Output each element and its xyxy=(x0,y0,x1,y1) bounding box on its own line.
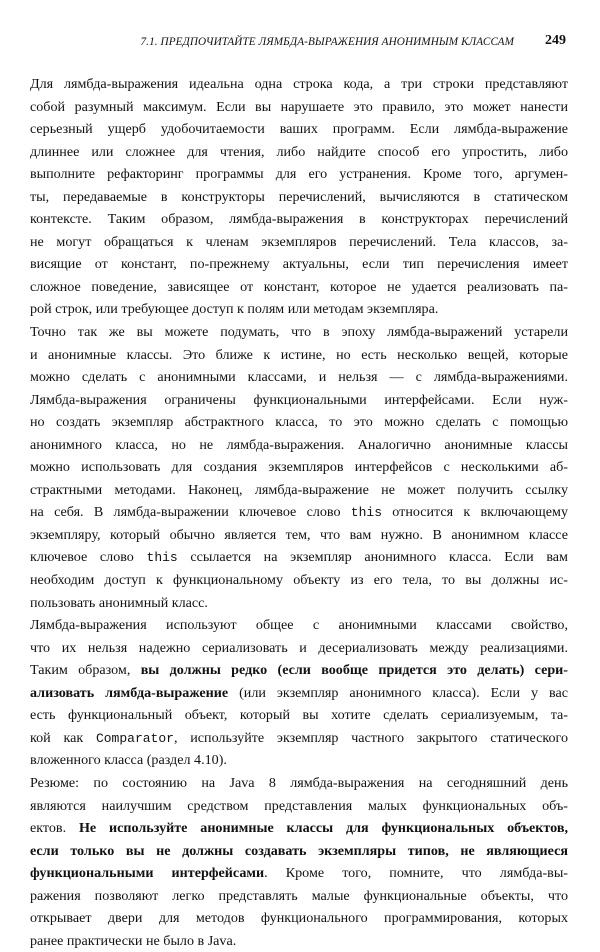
text-run: ты, передаваемые в конструкторы перечислений, вычисляются в статическом xyxy=(30,188,568,205)
text-run: ектов. xyxy=(30,820,79,837)
text-line xyxy=(30,253,568,276)
text-line xyxy=(30,862,568,885)
text-line xyxy=(30,592,568,615)
text-run: ранее практически не было в Java. xyxy=(30,932,237,949)
text-run: но создать экземпляр абстрактного класса, то это можно сделать с помощью xyxy=(30,414,568,431)
code-text: this xyxy=(350,505,383,521)
text-line xyxy=(30,569,568,592)
text-line xyxy=(30,501,568,524)
text-run: Таким образом, xyxy=(30,662,141,679)
text-line xyxy=(30,321,568,344)
text-line xyxy=(30,727,568,750)
chapter-section-title: 7.1. ПРЕДПОЧИТАЙТЕ ЛЯМБДА-ВЫРАЖЕНИЯ АНОНИМНЫМ КЛАССАМ xyxy=(140,36,514,48)
text-line xyxy=(30,524,568,547)
running-header xyxy=(30,33,566,55)
text-run: что их нельзя надежно сериализовать и десериализовать между реализациями. xyxy=(30,639,568,656)
text-line xyxy=(30,930,568,952)
text-run: страктными методами. Наконец, лямбда-выражение не может получить ссылку xyxy=(30,481,568,498)
text-line xyxy=(30,208,568,231)
text-run: контексте. Таким образом, лямбда-выражения в конструкторах перечислений xyxy=(30,211,568,228)
text-line xyxy=(30,817,568,840)
text-run: ссылается на экземпляр анонимного класса. Если вам xyxy=(177,549,568,566)
text-run: сложное поведение, зависящее от констант, которое не удается реализовать па- xyxy=(30,278,568,295)
text-line xyxy=(30,795,568,818)
text-run: Точно так же вы можете подумать, что в эпоху лямбда-выражений устарели xyxy=(30,324,568,341)
text-line xyxy=(30,546,568,569)
page-number: 249 xyxy=(545,33,566,48)
text-line xyxy=(30,704,568,727)
paragraph xyxy=(30,614,568,772)
text-line xyxy=(30,344,568,367)
text-run: ключевое слово xyxy=(30,549,147,566)
text-line xyxy=(30,96,568,119)
text-line xyxy=(30,682,568,705)
text-line xyxy=(30,659,568,682)
text-line xyxy=(30,276,568,299)
text-run: можно сделать с анонимными классами, и нельзя — с лямбда-выражениями. xyxy=(30,369,568,386)
text-run: относится к включающему xyxy=(382,504,568,521)
text-line xyxy=(30,298,568,321)
text-line xyxy=(30,366,568,389)
text-run: длиннее или сложнее для чтения, либо найдите способ его упростить, либо xyxy=(30,143,568,160)
text-line xyxy=(30,749,568,772)
text-run: кой как xyxy=(30,729,96,746)
bold-text: Не используйте анонимные классы для функциональных объектов, xyxy=(78,820,568,837)
code-text: this xyxy=(146,550,178,566)
text-run: , используйте экземпляр частного закрытого статического xyxy=(173,729,568,746)
text-line xyxy=(30,163,568,186)
text-line xyxy=(30,389,568,412)
text-run: не могут обращаться к членам экземпляров перечислений. Тела классов, за- xyxy=(30,233,568,250)
text-run: Для лямбда-выражения идеальна одна строка кода, а три строки представляют xyxy=(30,76,568,92)
text-line xyxy=(30,885,568,908)
text-run: выполните рефакторинг программы для его устранения. Кроме того, аргумен- xyxy=(30,166,568,183)
text-run: анонимного класса, но не лямбда-выражения. Аналогично анонимные классы xyxy=(30,436,568,453)
text-run: есть функциональный объект, который вы хотите сделать сериализуемым, та- xyxy=(30,707,568,724)
paragraph xyxy=(30,321,568,614)
text-run: на себя. В лямбда-выражении ключевое слово xyxy=(30,504,351,521)
text-run: ражения позволяют легко представлять малые функциональные объекты, что xyxy=(30,887,568,904)
bold-text: если только вы не должны создавать экземпляры типов, не являющиеся xyxy=(30,842,568,859)
text-run: и анонимные классы. Это ближе к истине, но есть несколько вещей, которые xyxy=(30,346,568,363)
text-run: Лямбда-выражения ограничены функциональными интерфейсами. Если нуж- xyxy=(30,391,568,408)
bold-text: вы должны редко (если вообще придется это делать) сери- xyxy=(140,662,568,679)
text-run: открывает двери для методов функционального программирования, которых xyxy=(30,910,568,927)
text-line xyxy=(30,907,568,930)
paragraph xyxy=(30,73,568,321)
text-run: являются наилучшим средством представления малых функциональных объ- xyxy=(30,797,568,814)
text-run: . Кроме того, помните, что лямбда-вы- xyxy=(264,865,568,882)
bold-text: функциональными интерфейсами xyxy=(30,865,265,882)
text-run: висящие от констант, по-прежнему актуальны, если тип перечисления имеет xyxy=(30,256,568,273)
text-line xyxy=(30,434,568,457)
text-line xyxy=(30,186,568,209)
text-run: собой разумный максимум. Если вы нарушаете это правило, это может нанести xyxy=(30,98,568,115)
text-line xyxy=(30,840,568,863)
code-text: Comparator xyxy=(95,730,174,746)
text-line xyxy=(30,118,568,141)
text-run: рой строк, или требующее доступ к полям или методам экземпляра. xyxy=(30,301,439,318)
text-line xyxy=(30,614,568,637)
paragraph xyxy=(30,772,568,952)
text-line xyxy=(30,411,568,434)
text-run: Резюме: по состоянию на Java 8 лямбда-выражения на сегодняшний день xyxy=(30,774,568,791)
text-run: пользовать анонимный класс. xyxy=(30,594,208,611)
text-run: необходим доступ к функциональному объекту из его тела, то вы должны ис- xyxy=(30,572,568,589)
text-run: серьезный ущерб удобочитаемости ваших программ. Если лямбда-выражение xyxy=(30,121,568,138)
text-line xyxy=(30,141,568,164)
text-line xyxy=(30,479,568,502)
text-line xyxy=(30,772,568,795)
text-line xyxy=(30,456,568,479)
text-line xyxy=(30,637,568,660)
text-run: можно использовать для создания экземпляров интерфейсов с несколькими аб- xyxy=(30,459,568,476)
text-line xyxy=(30,231,568,254)
text-run: (или экземпляр анонимного класса). Если у вас xyxy=(228,684,568,701)
text-run: Лямбда-выражения используют общее с анонимными классами свойство, xyxy=(30,617,568,634)
bold-text: ализовать лямбда-выражение xyxy=(30,684,229,701)
body-text xyxy=(30,73,568,952)
text-run: вложенного класса (раздел 4.10). xyxy=(30,752,227,769)
text-line xyxy=(30,73,568,96)
text-run: экземпляру, который обычно является тем, что вам нужно. В анонимном классе xyxy=(30,526,568,543)
